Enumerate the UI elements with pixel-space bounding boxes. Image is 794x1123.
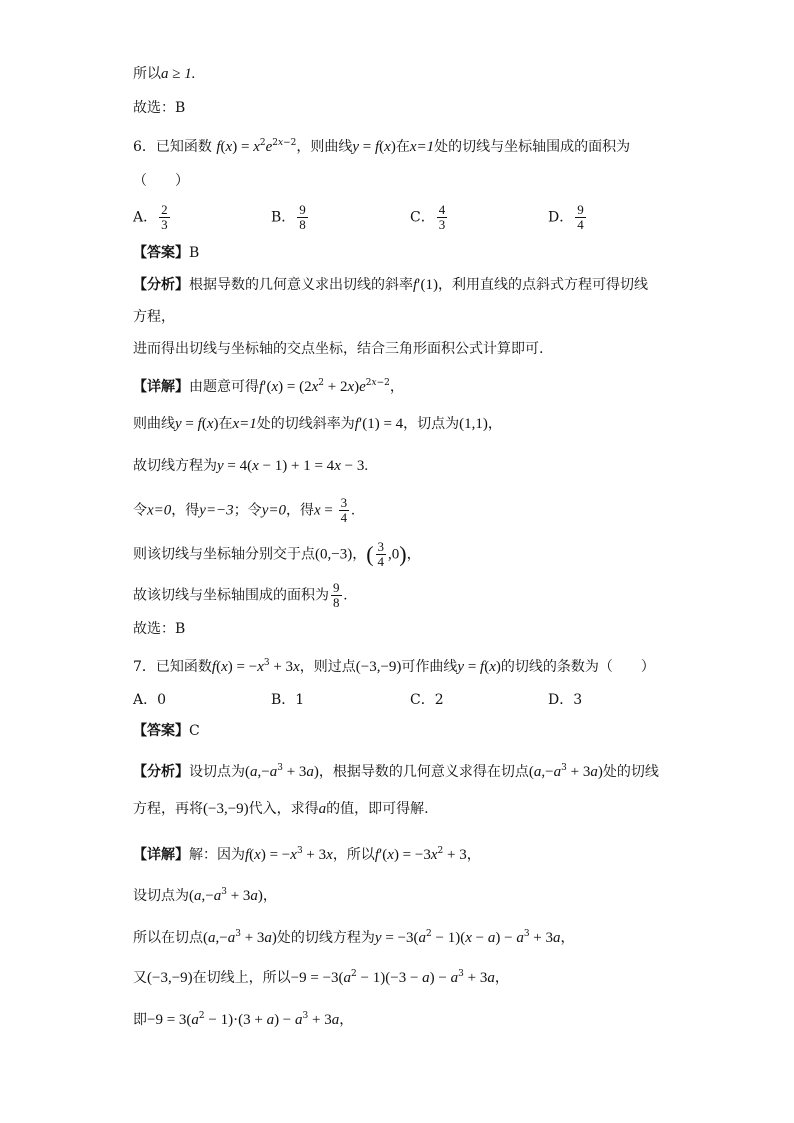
q6-detail-line2: 则曲线y = f(x)在x=1处的切线斜率为f′(1) = 4，切点为(1,1)， (133, 416, 502, 432)
q7-answer: 【答案】C (133, 723, 200, 739)
p5-choice: 故选：B (133, 100, 186, 116)
p5-conclusion-math: a ≥ 1. (161, 66, 196, 82)
q7-detail-line3: 所以在切点$(a,-a^3 + 3a)$处的切线方程为$y = -3(a^2 - 1)(x - a) - a^3 + 3a$， (133, 929, 575, 946)
q6-stem: 6．已知函数 $f(x) = x^2e^{2x-2}$，则曲线y = f(x)在x=1处的切线与坐标轴围成的面积为 (133, 138, 631, 155)
q6-choice: 故选：B (133, 621, 186, 637)
q7-stem: 7．已知函数$f(x) = -x^3 + 3x$，则过点(−3,−9)可作曲线y = f(x)的切线的条数为（ ） (133, 658, 655, 675)
q7-analysis-line1: 【分析】设切点为$(a,-a^3 + 3a)$，根据导数的几何意义求得在切点$(a,-a^3 + 3a)$处的切线 (133, 763, 659, 780)
q7-analysis-line2: 方程，再将(−3,−9)代入，求得a的值，即可得解. (133, 801, 429, 817)
q6-analysis-line1: 【分析】根据导数的几何意义求出切线的斜率f′(1)，利用直线的点斜式方程可得切线 (133, 277, 648, 293)
q7-option-c[interactable]: C．2 (410, 692, 444, 708)
q6-detail-line4: 令x=0，得y=−3；令y=0，得x = $\frac{3}{4}$ . (133, 495, 355, 525)
q6-analysis-line2: 方程， (133, 309, 175, 325)
q6-answer: 【答案】B (133, 245, 200, 261)
q7-detail-line2: 设切点为$(a,-a^3 + 3a)$， (133, 887, 277, 904)
q7-detail-line5: 即$-9 = 3(a^2 - 1)\cdot(3 + a) - a^3 + 3a$， (133, 1011, 354, 1028)
q7-option-a[interactable]: A．0 (133, 692, 167, 708)
q6-paren: （ ） (133, 173, 189, 189)
q6-detail-line5: 则该切线与坐标轴分别交于点(0,−3)，( $\frac{3}{4}$ ,0)， (133, 539, 421, 569)
q6-detail-line1: 【详解】由题意可得$f'(x) = (2x^2 + 2x)e^{2x-2}$， (133, 378, 404, 395)
q6-option-d[interactable]: D． $\frac{9}{4}$ (548, 202, 584, 232)
p5-conclusion: 所以a ≥ 1. (133, 66, 196, 82)
q7-detail-line1: 【详解】解：因为$f(x) = -x^3 + 3x$，所以$f'(x) = -3x^2 + 3$， (133, 846, 481, 863)
q7-option-d[interactable]: D．3 (548, 692, 583, 708)
q7-detail-line4: 又(−3,−9)在切线上，所以$-9 = -3(a^2 - 1)(-3 - a) - a^3 + 3a$， (133, 969, 509, 986)
q6-detail-line3: 故切线方程为y = 4(x − 1) + 1 = 4x − 3. (133, 458, 369, 474)
q6-analysis-line3: 进而得出切线与坐标轴的交点坐标，结合三角形面积公式计算即可. (133, 341, 544, 357)
q6-option-b[interactable]: B． $\frac{9}{8}$ (271, 202, 306, 232)
q6-option-c[interactable]: C． $\frac{4}{3}$ (410, 202, 446, 232)
q6-detail-line6: 故该切线与坐标轴围成的面积为 $\frac{9}{8}$ . (133, 580, 348, 610)
q6-option-a[interactable]: A． $\frac{2}{3}$ (133, 202, 168, 232)
q6-function-def: f (216, 139, 221, 155)
q7-option-b[interactable]: B．1 (271, 692, 305, 708)
